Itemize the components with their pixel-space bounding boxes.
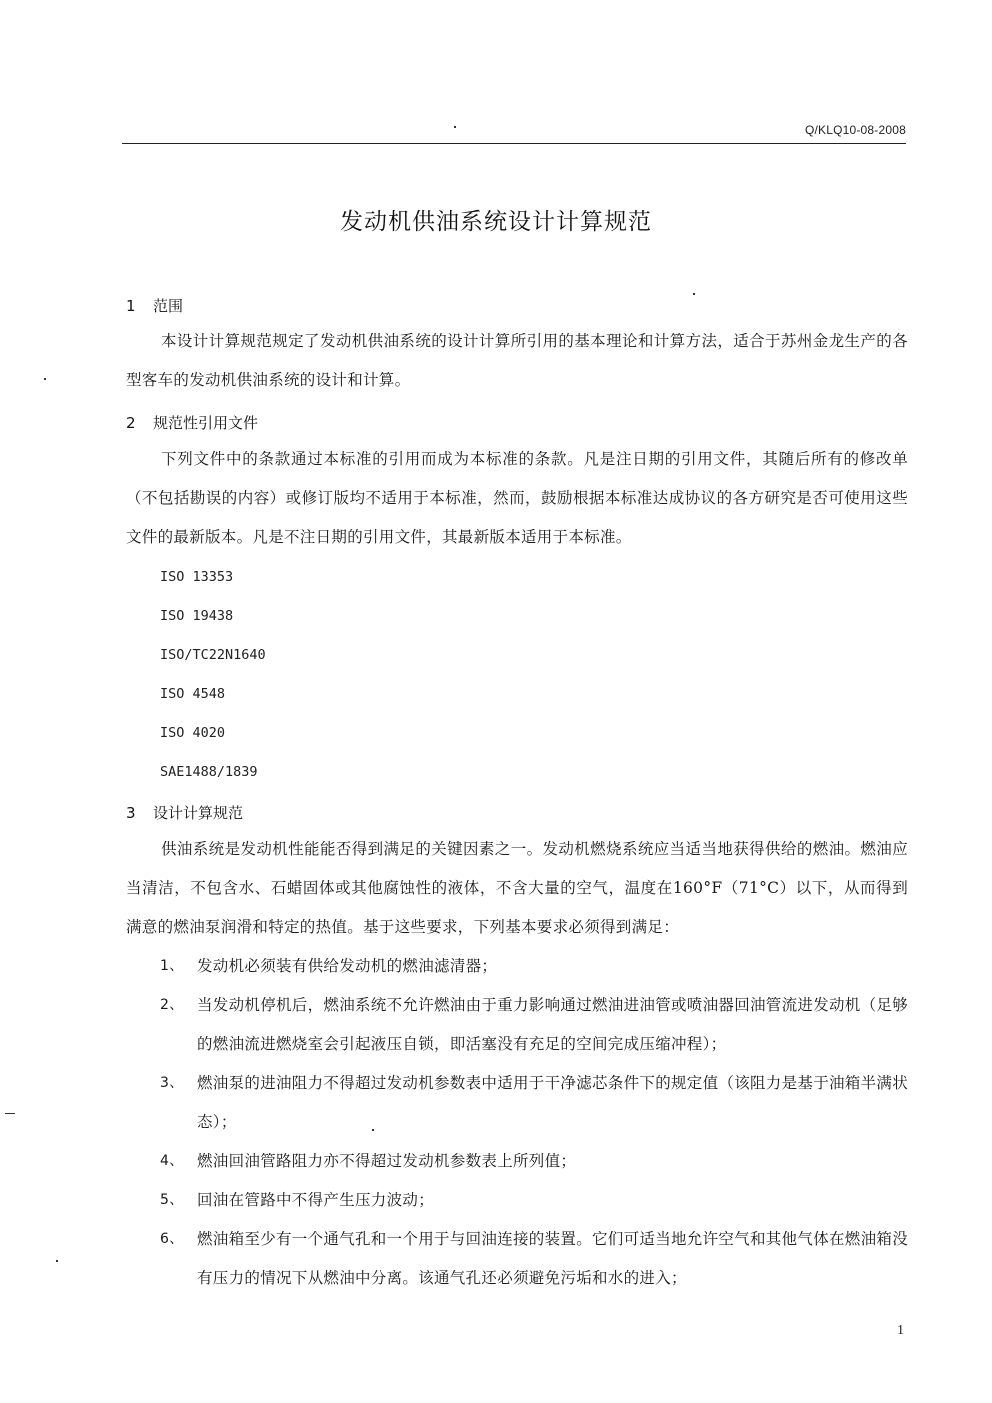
reference-item: SAE1488/1839: [160, 764, 258, 780]
page-number: 1: [897, 1323, 904, 1338]
requirement-item: [160, 1064, 908, 1142]
item-text: 当发动机停机后，燃油系统不允许燃油由于重力影响通过燃油进油管或喷油器回油管流进发动机（足够的燃油流进燃烧室会引起液压自锁，即活塞没有充足的空间完成压缩冲程）；: [197, 996, 909, 1053]
document-title: 发动机供油系统设计计算规范: [340, 209, 652, 235]
scan-speck: [454, 126, 456, 128]
reference-item: ISO 13353: [160, 569, 234, 585]
section-title: 规范性引用文件: [153, 414, 259, 432]
item-number: 6、: [160, 1231, 184, 1247]
scan-speck: [5, 1113, 15, 1114]
reference-item: ISO 4548: [160, 686, 226, 702]
item-text: 燃油回油管路阻力亦不得超过发动机参数表上所列值；: [197, 1152, 577, 1170]
scan-speck: [44, 378, 46, 380]
section-1-paragraph: 本设计计算规范规定了发动机供油系统的设计计算所引用的基本理论和计算方法，适合于苏州金龙生产的各型客车的发动机供油系统的设计和计算。: [126, 332, 908, 389]
section-2-paragraph: 下列文件中的条款通过本标准的引用而成为本标准的条款。凡是注日期的引用文件，其随后所有的修改单（不包括勘误的内容）或修订版均不适用于本标准，然而，鼓励根据本标准达成协议的各方研究是否可使用这些文件的最新版本。凡是不注日期的引用文件，其最新版本适用于本标准。: [126, 450, 908, 546]
section-3-paragraph: 供油系统是发动机性能能否得到满足的关键因素之一。发动机燃烧系统应当适当地获得供给的燃油。燃油应当清洁，不包含水、石蜡固体或其他腐蚀性的液体，不含大量的空气，温度在160°F（71°C）以下，从而得到满意的燃油泵润滑和特定的热值。基于这些要求，下列基本要求必须得到满足：: [126, 840, 908, 936]
scan-speck: [693, 293, 695, 295]
section-number: 3: [126, 804, 136, 822]
item-text: 燃油箱至少有一个通气孔和一个用于与回油连接的装置。它们可适当地允许空气和其他气体在燃油箱没有压力的情况下从燃油中分离。该通气孔还必须避免污垢和水的进入；: [197, 1230, 909, 1287]
document-code: Q/KLQ10-08-2008: [804, 123, 906, 137]
section-title: 设计计算规范: [153, 804, 244, 822]
section-title: 范围: [153, 297, 184, 315]
section-2-heading: [126, 412, 258, 433]
requirement-item: [160, 947, 908, 986]
section-1-heading: [126, 295, 183, 316]
reference-item: ISO 19438: [160, 608, 234, 624]
item-text: 回油在管路中不得产生压力波动；: [197, 1191, 435, 1209]
reference-item: ISO/TC22N1640: [160, 647, 266, 663]
scan-speck: [56, 1260, 58, 1262]
requirement-item: [160, 986, 908, 1064]
item-number: 4、: [160, 1153, 184, 1169]
item-number: 2、: [160, 997, 184, 1013]
requirement-item: [160, 1142, 908, 1181]
requirement-item: [160, 1181, 908, 1220]
section-3-heading: [126, 802, 243, 823]
item-text: 燃油泵的进油阻力不得超过发动机参数表中适用于干净滤芯条件下的规定值（该阻力是基于油箱半满状态）；: [197, 1074, 909, 1131]
reference-item: ISO 4020: [160, 725, 226, 741]
section-number: 1: [126, 297, 136, 315]
header-rule: [122, 143, 906, 144]
requirement-item: [160, 1220, 908, 1298]
section-number: 2: [126, 414, 136, 432]
scan-speck: [372, 1129, 374, 1131]
item-text: 发动机必须装有供给发动机的燃油滤清器；: [197, 957, 498, 975]
item-number: 1、: [160, 958, 184, 974]
item-number: 5、: [160, 1192, 184, 1208]
item-number: 3、: [160, 1075, 184, 1091]
